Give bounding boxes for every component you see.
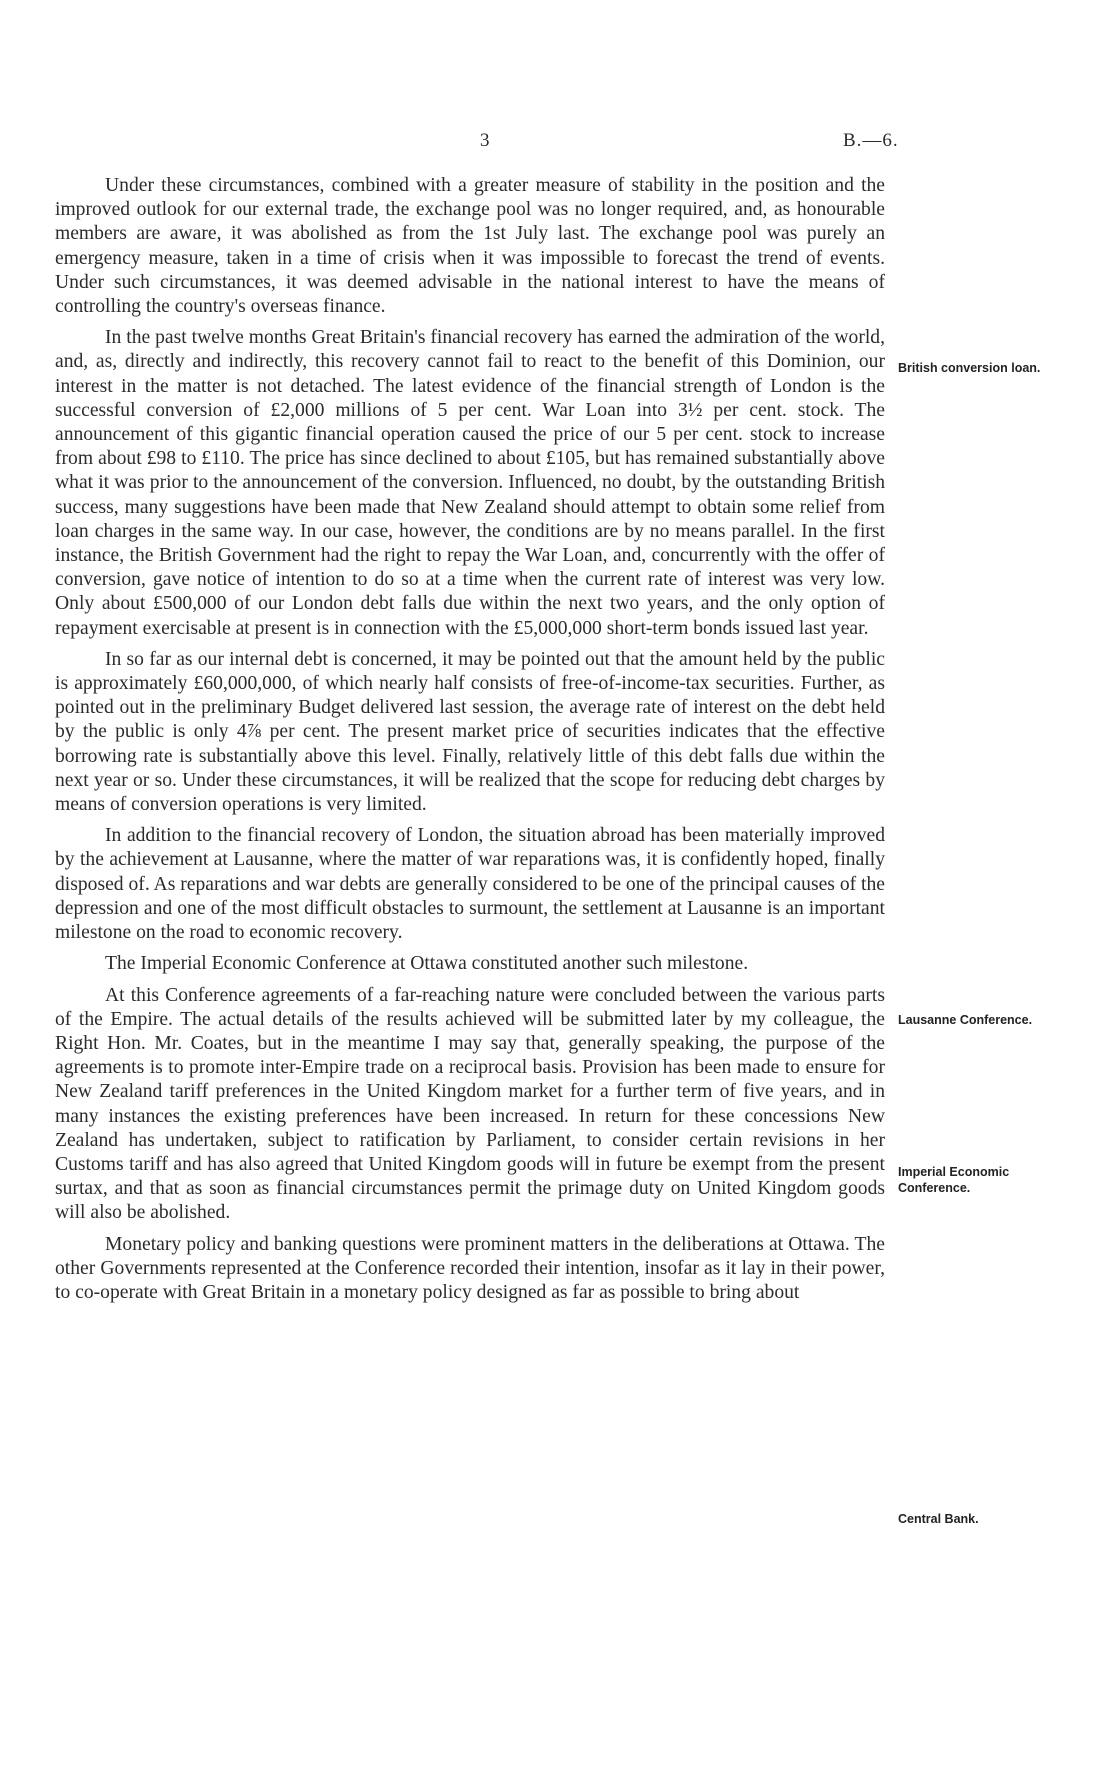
- paragraph-internal-debt: In so far as our internal debt is concerned, it may be pointed out that the amount held by the public is approximately £60,000,000, of which nearly half consists of free-of-income-tax securities. Further, as pointed out in the preliminary Budget delivered last session, the average rate of interest on the debt held by the public is only 4⅞ per cent. The present market price of securities indicates that the effective borrowing rate is substantially above this level. Finally, relatively little of this debt falls due within the next year or so. Under these circumstances, it will be realized that the scope for reducing debt charges by means of conversion operations is very limited.: [55, 648, 885, 816]
- margin-note-lausanne-conference: Lausanne Conference.: [898, 1013, 1033, 1027]
- document-code: B.—6.: [843, 130, 899, 151]
- body-text: [55, 174, 885, 1312]
- paragraph-british-conversion: In the past twelve months Great Britain's financial recovery has earned the admiration of the world, and, as, directly and indirectly, this recovery cannot fail to react to the benefit of this Dominion, our interest in the matter is not detached. The latest evidence of the financial strength of London is the successful conversion of £2,000 millions of 5 per cent. War Loan into 3½ per cent. stock. The announcement of this gigantic financial operation caused the price of our 5 per cent. stock to increase from about £98 to £110. The price has since declined to about £105, but has remained substantially above what it was prior to the announcement of the conversion. Influenced, no doubt, by the outstanding British success, many suggestions have been made that New Zealand should attempt to obtain some relief from loan charges in the same way. In our case, however, the conditions are by no means parallel. In the first instance, the British Government had the right to repay the War Loan, and, concurrently with the offer of conversion, gave notice of intention to do so at a time when the current rate of interest was very low. Only about £500,000 of our London debt falls due within the next two years, and the only option of repayment exercisable at present is in connection with the £5,000,000 short-term bonds issued last year.: [55, 327, 885, 639]
- paragraph-conference-agreements: At this Conference agreements of a far-reaching nature were concluded between the various parts of the Empire. The actual details of the results achieved will be submitted later by my colleague, the Right Hon. Mr. Coates, but in the meantime I may say that, generally speaking, the purpose of the agreements is to promote inter-Empire trade on a reciprocal basis. Provision has been made to ensure for New Zealand tariff preferences in the United Kingdom market for a further term of five years, and in many instances the existing preferences have been increased. In return for these concessions New Zealand has undertaken, subject to ratification by Parliament, to consider certain revisions in her Customs tariff and has also agreed that United Kingdom goods will in future be exempt from the present surtax, and that as soon as financial circumstances permit the primage duty on United Kingdom goods will also be abolished.: [55, 984, 885, 1224]
- page-number: 3: [480, 130, 490, 151]
- paragraph-lausanne: In addition to the financial recovery of London, the situation abroad has been materially improved by the achievement at Lausanne, where the matter of war reparations was, it is confidently hoped, finally disposed of. As reparations and war debts are generally considered to be one of the principal causes of the depression and one of the most difficult obstacles to surmount, the settlement at Lausanne is an important milestone on the road to economic recovery.: [55, 825, 885, 944]
- paragraph-exchange-pool: Under these circumstances, combined with a greater measure of stability in the position and the improved outlook for our external trade, the exchange pool was no longer required, and, as honourable members are aware, it was abolished as from the 1st July last. The exchange pool was purely an emergency measure, taken in a time of crisis when it was impossible to forecast the trend of events. Under such circumstances, it was deemed advisable in the national interest to have the means of controlling the country's overseas finance.: [55, 175, 885, 318]
- paragraph-monetary-policy: Monetary policy and banking questions were prominent matters in the deliberations at Ottawa. The other Governments represented at the Conference recorded their intention, insofar as it lay in their power, to co-operate with Great Britain in a monetary policy designed as far as possible to bring about: [55, 1233, 885, 1303]
- margin-note-imperial-economic-conference: Imperial Economic Conference.: [898, 1165, 1010, 1195]
- margin-note-british-conversion-loan: British conversion loan.: [898, 361, 1041, 375]
- paragraph-imperial-conference: The Imperial Economic Conference at Ottawa constituted another such milestone.: [105, 953, 749, 975]
- margin-note-central-bank: Central Bank.: [898, 1512, 979, 1526]
